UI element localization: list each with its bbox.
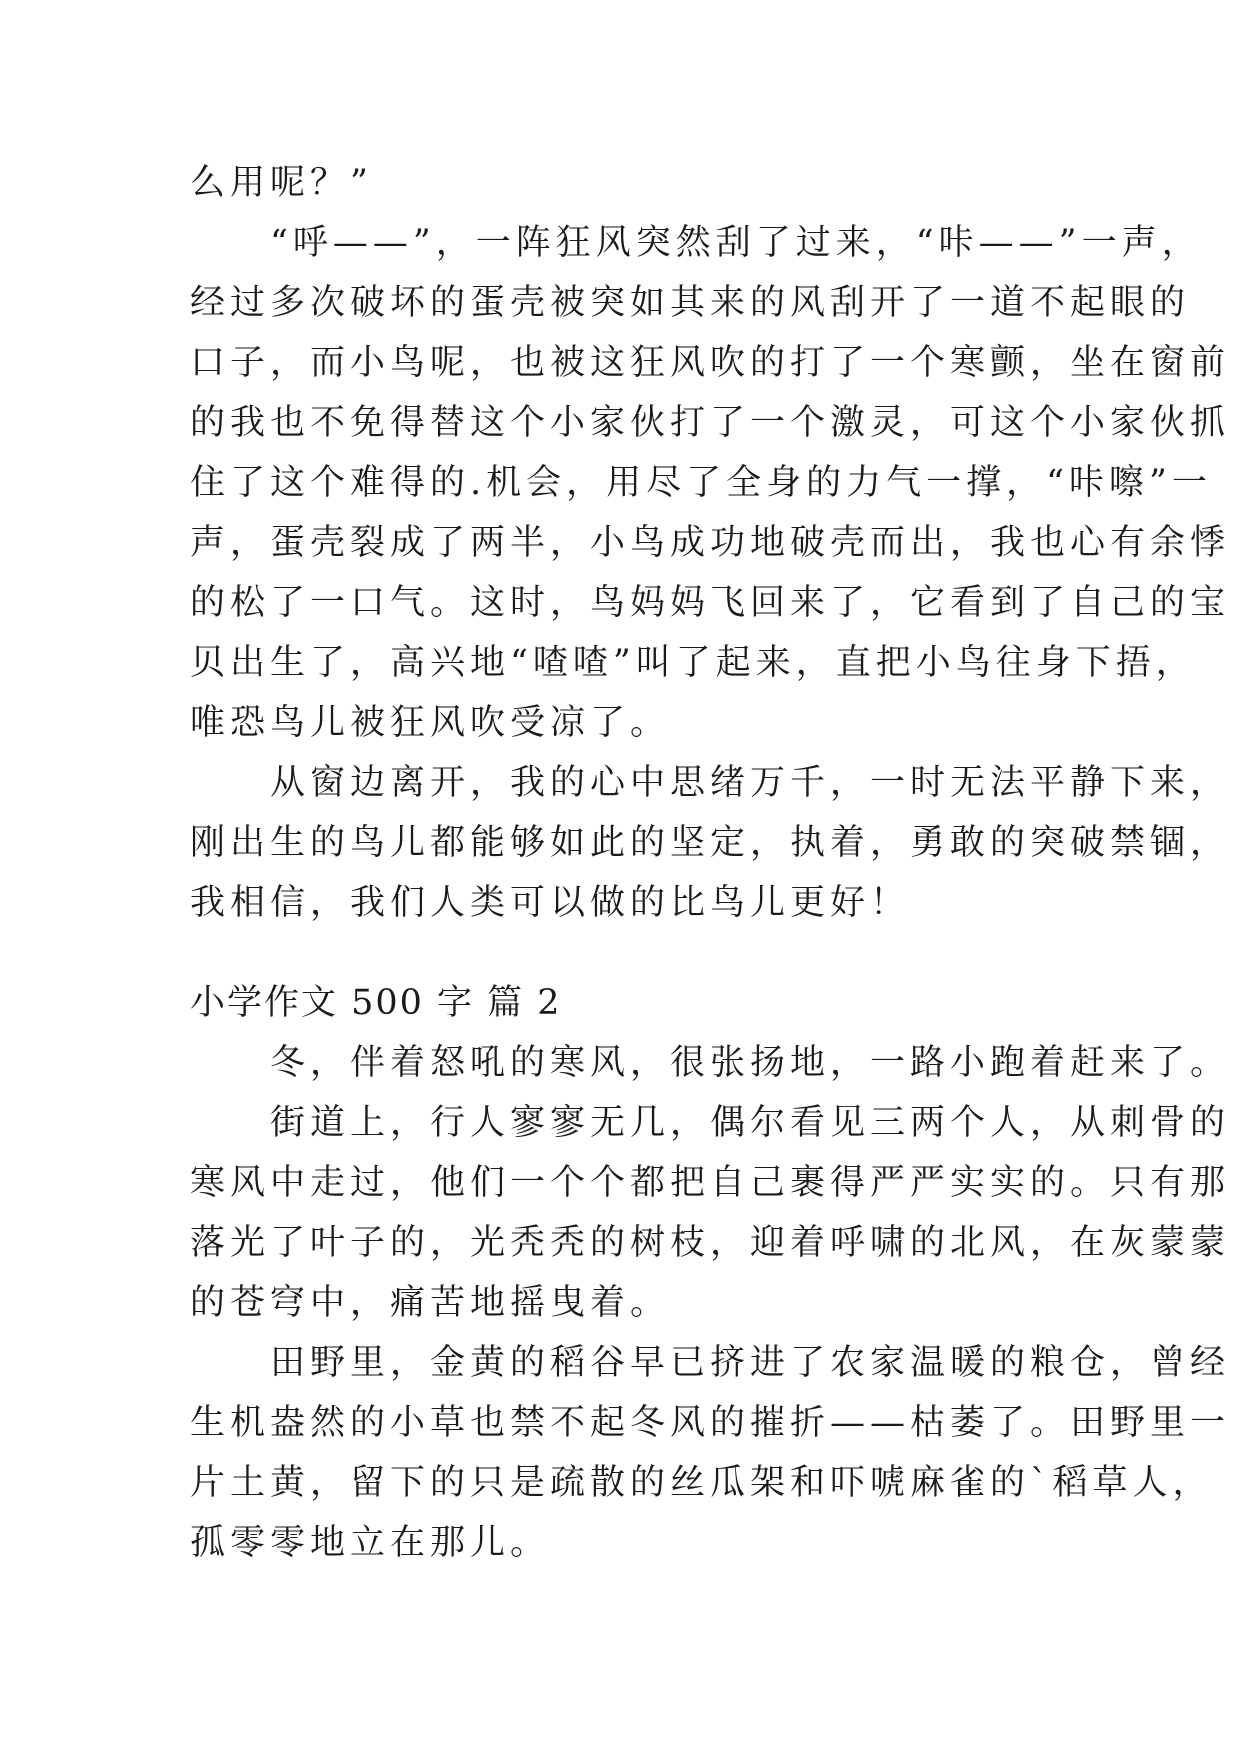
text-line: 生机盎然的小草也禁不起冬风的摧折——枯萎了。田野里一 bbox=[190, 1403, 1231, 1443]
text-line: 田野里，金黄的稻谷早已挤进了农家温暖的粮仓，曾经 bbox=[190, 1343, 1231, 1383]
text-line: 口子，而小鸟呢，也被这狂风吹的打了一个寒颤，坐在窗前 bbox=[190, 343, 1231, 383]
text-line: 唯恐鸟儿被狂风吹受凉了。 bbox=[190, 703, 671, 743]
text-line: 贝出生了，高兴地“喳喳”叫了起来，直把小鸟往身下捂， bbox=[190, 643, 1196, 683]
text-line: 我相信，我们人类可以做的比鸟儿更好！ bbox=[190, 883, 911, 923]
text-line: 片土黄，留下的只是疏散的丝瓜架和吓唬麻雀的`稻草人， bbox=[190, 1463, 1213, 1503]
text-line: 经过多次破坏的蛋壳被突如其来的风刮开了一道不起眼的 bbox=[190, 283, 1191, 323]
text-line: 冬，伴着怒吼的寒风，很张扬地，一路小跑着赶来了。 bbox=[190, 1043, 1231, 1083]
section-heading: 小学作文 500 字 篇 2 bbox=[190, 983, 562, 1023]
text-line: 落光了叶子的，光秃秃的树枝，迎着呼啸的北风，在灰蒙蒙 bbox=[190, 1223, 1231, 1263]
text-line: “呼——”，一阵狂风突然刮了过来，“咔——”一声， bbox=[190, 223, 1202, 263]
text-line: 寒风中走过，他们一个个都把自己裹得严严实实的。只有那 bbox=[190, 1163, 1231, 1203]
text-line: 的我也不免得替这个小家伙打了一个激灵，可这个小家伙抓 bbox=[190, 403, 1231, 443]
text-line: 街道上，行人寥寥无几，偶尔看见三两个人，从刺骨的 bbox=[190, 1103, 1231, 1143]
text-line: 从窗边离开，我的心中思绪万千，一时无法平静下来， bbox=[190, 763, 1231, 803]
text-line: 孤零零地立在那儿。 bbox=[190, 1523, 551, 1563]
text-line: 的苍穹中，痛苦地摇曳着。 bbox=[190, 1283, 671, 1323]
text-line: 声，蛋壳裂成了两半，小鸟成功地破壳而出，我也心有余悸 bbox=[190, 523, 1231, 563]
text-line: 刚出生的鸟儿都能够如此的坚定，执着，勇敢的突破禁锢， bbox=[190, 823, 1231, 863]
text-line: 住了这个难得的.机会，用尽了全身的力气一撑，“咔嚓”一 bbox=[190, 463, 1212, 503]
text-line: 么用呢？” bbox=[190, 163, 373, 203]
text-line: 的松了一口气。这时，鸟妈妈飞回来了，它看到了自己的宝 bbox=[190, 583, 1231, 623]
